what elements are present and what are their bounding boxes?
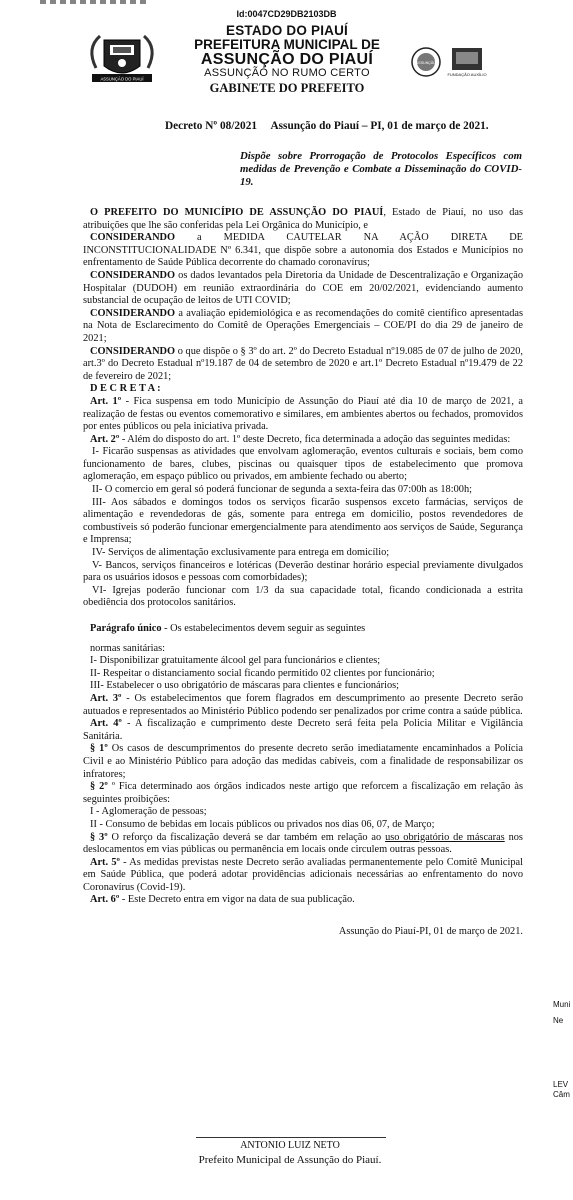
proibicao-2: II - Consumo de bebidas em locais públicos ou privados nos dias 06, 07, de Março; — [90, 818, 435, 830]
paragrafo-unico: Parágrafo único - Os estabelecimentos devem seguir as seguintes — [90, 623, 366, 634]
prefecture-name: PREFEITURA MUNICIPAL DE — [194, 36, 380, 52]
edge-fragment: Câm — [553, 1090, 570, 1099]
slogan: ASSUNÇÃO NO RUMO CERTO — [204, 66, 370, 79]
proibicao-1: I - Aglomeração de pessoas; — [90, 806, 207, 818]
article-4: Art. 4º - A fiscalização e cumprimento deste Decreto será feita pela Policia Militar e Vigilância Sanitária. — [83, 718, 523, 742]
inciso-4: IV- Serviços de alimentação exclusivamente para entrega em domicílio; — [92, 547, 390, 559]
article-3: Art. 3º - Os estabelecimentos que forem flagrados em descumprimento ao presente Decreto serão autuados e representados ao Ministério Público podendo ser penalizados por crime contra a saúde pública. — [83, 692, 523, 717]
badge-right-label: FUNDAÇÃO AUXÍLIO — [447, 72, 487, 77]
office-name: GABINETE DO PREFEITO — [209, 81, 365, 96]
decree-summary: Dispõe sobre Prorrogação de Protocolos Específicos com medidas de Prevenção e Combate a Disseminação do COVID-19. — [240, 150, 522, 188]
letterhead — [158, 24, 416, 95]
article-1: Art. 1º - Fica suspensa em todo Município de Assunção do Piauí até dia 10 de março de 2021, a realização de festas ou eventos comemorativo e similares, em ambientes abertos ou fechados, promovidos por entes públicos ou pela iniciativa privada. — [83, 395, 523, 433]
decree-body — [83, 207, 523, 939]
closing-place-date: Assunção do Piauí-PI, 01 de março de 2021. — [338, 926, 523, 938]
scan-artifact — [40, 0, 150, 4]
considerando-3: CONSIDERANDO a avaliação epidemiológica e as recomendações do comitê científico apresentadas na Nota de Esclarecimento do Comitê de Operações Emergenciais – COE/PI do dia 29 de janeiro de 2021; — [83, 307, 523, 344]
edge-fragment: LEV — [553, 1080, 569, 1089]
paragraph-2: § 2º º Fica determinado aos órgãos indicados neste artigo que reforcem a fiscalização em relação às seguintes proibições: — [83, 781, 523, 805]
inciso-1: I- Ficarão suspensas as atividades que envolvam aglomeração, eventos culturais e sociais, bem como funcionamento de bares, clubes, piscinas ou quaisquer tipos de estabelecimento que promova aglomeração, em espaço público ou privados, em ambiente fechado ou aberto; — [83, 446, 523, 483]
signatory-title: Prefeito Municipal de Assunção do Piauí. — [198, 1154, 382, 1166]
decree-place-date: Assunção do Piauí – PI, 01 de março de 2021. — [270, 120, 489, 132]
edge-fragment: Ne — [553, 1016, 564, 1025]
signatory-name: ANTONIO LUIZ NETO — [240, 1140, 340, 1151]
inciso-5: V- Bancos, serviços financeiros e lotéricas (Deverão destinar horário especial previamente divulgados para os usuários idosos e pessoas com comorbidades); — [83, 559, 523, 584]
norma-3: III- Estabelecer o uso obrigatório de máscaras para clientes e funcionários; — [90, 680, 400, 692]
article-2: Art. 2º - Além do disposto do art. 1º deste Decreto, fica determinada a adoção das seguintes medidas: — [90, 433, 511, 445]
decreta-heading: D E C R E T A : — [90, 383, 161, 395]
article-6: Art. 6º - Este Decreto entra em vigor na data de sua publicação. — [90, 894, 355, 906]
state-name: ESTADO DO PIAUÍ — [225, 23, 348, 38]
municipal-seal-icon — [82, 28, 162, 90]
inciso-2: II- O comercio em geral só poderá funcionar de segunda a sexta-feira das 07:00h as 18:00h; — [92, 484, 472, 496]
intro-paragraph: O PREFEITO DO MUNICÍPIO DE ASSUNÇÃO DO PIAUÍ, Estado de Piauí, no uso das atribuições que lhe são conferidas pela Lei Orgânica do Município, e — [83, 207, 523, 231]
considerando-4: CONSIDERANDO o que dispõe o § 3º do art. 2º do Decreto Estadual nº19.085 de 07 de julho de 2020, art.3º do Decreto Estadual nº19.187 de 04 de setembro de 2020 e art.1º Decreto Estadual nº19.479 de 22 de fevereiro de 2021; — [83, 345, 523, 382]
article-5: Art. 5º - As medidas previstas neste Decreto serão avaliadas permanentemente pelo Comitê Municipal em Saúde Pública, que poderá adotar providências adicionais necessárias ao enfrentamento do novo Coronavírus (Covid-19). — [83, 856, 523, 893]
inciso-3: III- Aos sábados e domingos todos os serviços ficarão suspensos exceto farmácias, serviços de alimentação e revendedoras de gás, somente para entrega em domicilio, postos revendedores de combustíveis só poderão funcionar emergencialmente para atendimento aos serviços de Saúde, Segurança e Imprensa; — [83, 496, 523, 546]
signature-line — [196, 1137, 386, 1138]
paragrafo-unico-cont: normas sanitárias: — [90, 642, 165, 654]
norma-1: I- Disponibilizar gratuitamente álcool gel para funcionários e clientes; — [90, 655, 381, 667]
partner-logos — [408, 42, 498, 82]
considerando-1: CONSIDERANDO a MEDIDA CAUTELAR NA AÇÃO DIRETA DE INCONSTITUCIONALIDADE Nº 6.341, que dispõe sobre a autonomia dos Estados e Municípios no enfrentamento de Saúde Pública decorrente do chamado coronavírus; — [83, 232, 523, 269]
badge-left-label: ASSUNÇÃO — [415, 61, 437, 65]
paragraph-1: § 1º Os casos de descumprimentos do presente decreto serão imediatamente encaminhados a Polícia Civil e ao Ministério Público para adoção das medidas cabíveis, com a finalidade de responsabilizar os infratores; — [83, 743, 523, 780]
decree-heading — [165, 120, 489, 132]
document-id: Id:0047CD29DB2103DB — [236, 9, 337, 19]
inciso-6: VI- Igrejas poderão funcionar com 1/3 da sua capacidade total, ficando condicionada a estrita obediência dos protocolos sanitários. — [83, 584, 523, 609]
municipality-name: ASSUNÇÃO DO PIAUÍ — [200, 50, 374, 68]
decree-number: Decreto Nº 08/2021 — [165, 120, 257, 132]
edge-fragment: Muni — [553, 1000, 571, 1009]
considerando-2: CONSIDERANDO os dados levantados pela Diretoria da Unidade de Descentralização e Organização Hospitalar (DUDOH) em reunião extraordinária do COE em 20/02/2021, evidenciando aumento substancial de ocupação de leitos de UTI COVID; — [83, 269, 523, 307]
seal-label: ASSUNÇÃO DO PIAUÍ — [100, 76, 144, 82]
paragraph-3: § 3º O reforço da fiscalização deverá se dar também em relação ao uso obrigatório de máscaras nos deslocamentos em vias públicas ou permanência em locais onde circulem outras pessoas. — [83, 831, 523, 856]
norma-2: II- Respeitar o distanciamento social ficando permitido 02 clientes por funcionário; — [90, 667, 435, 679]
